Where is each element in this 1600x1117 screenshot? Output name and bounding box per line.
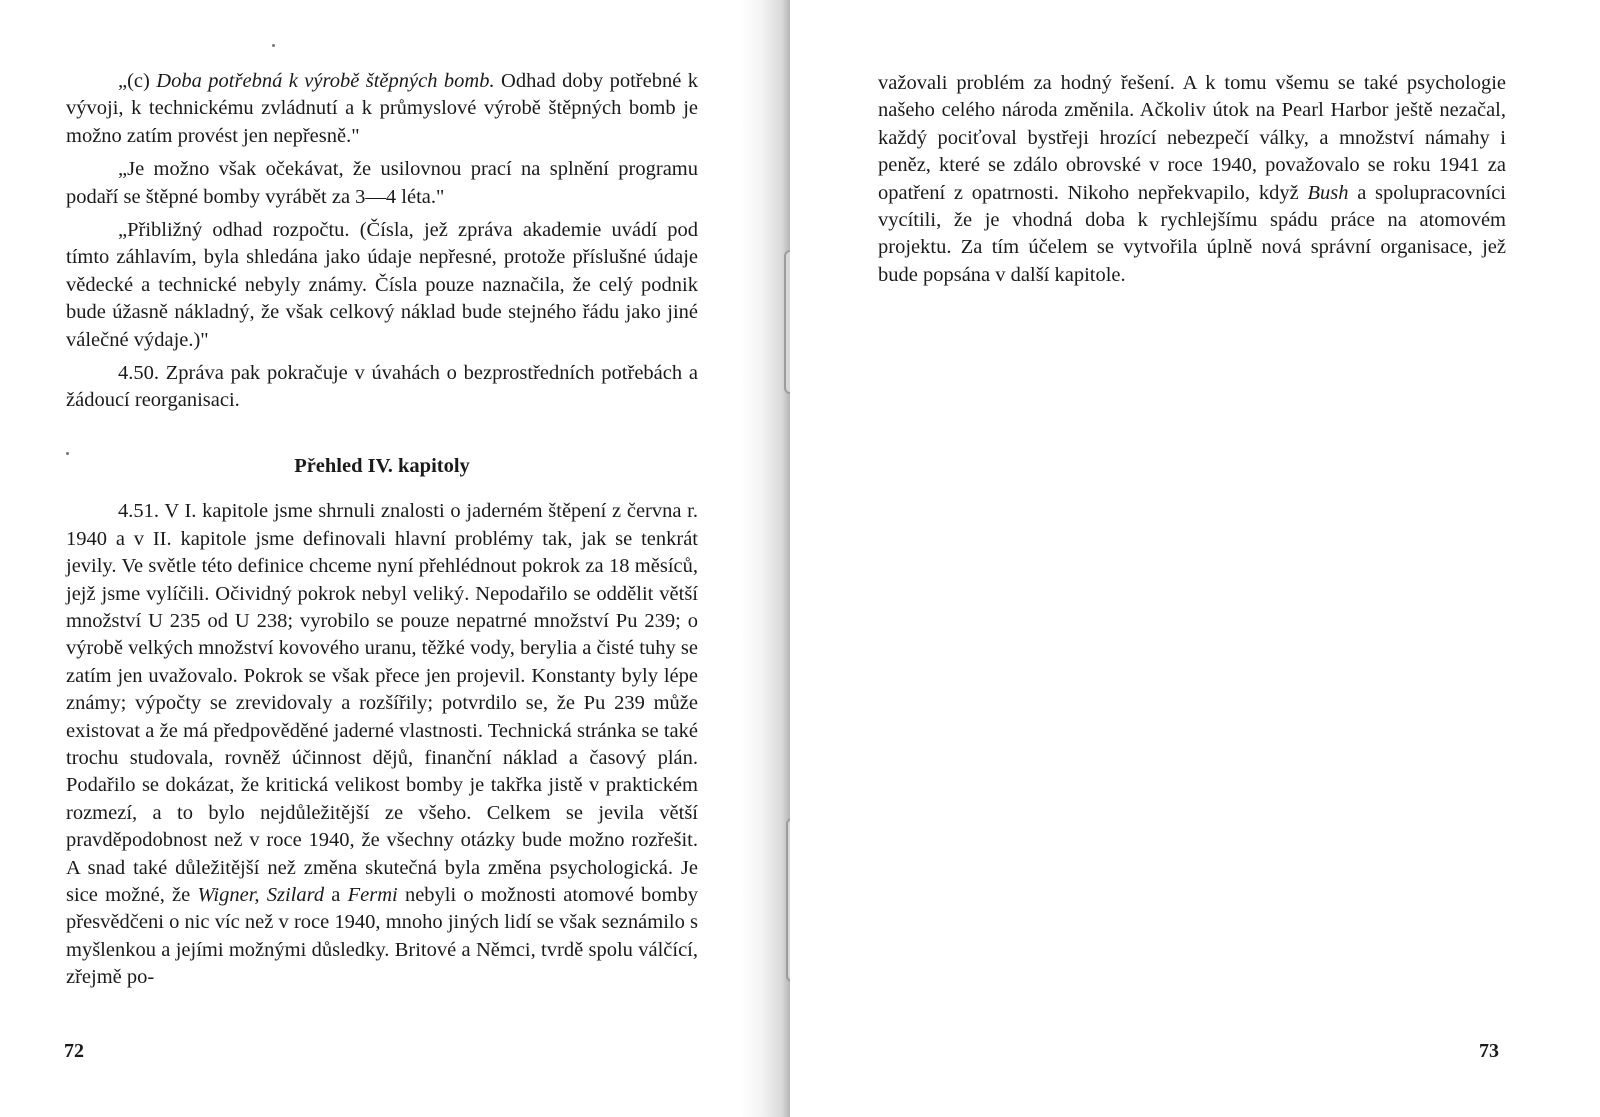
scan-speck: [66, 452, 69, 455]
names-wigner-szilard: Wigner, Szilard: [197, 883, 325, 906]
paragraph-c-italic: Doba potřebná k výrobě štěpných bomb.: [156, 70, 495, 92]
page-number-left: 72: [64, 1040, 84, 1062]
right-text-column: [878, 70, 1506, 295]
left-text-column: [66, 68, 698, 998]
continuation-part2: a spolupracovníci vycítili, že je vhodná doba k rychlejšímu spádu práce na atomovém projektu. Za tím účelem se vytvořila úplně nová správní organisace, jež bude popsána v další kapitole.: [878, 181, 1506, 286]
paragraph-4-51: [66, 498, 698, 991]
left-page: [0, 0, 790, 1117]
conjunction: a: [324, 883, 348, 906]
paragraph-4-51-part2: nebyli o možnosti atomové bomby přesvědčeni o nic víc než v roce 1940, mnoho jiných lidí se však seznámilo s myšlenkou a jejími možnými důsledky. Britové a Němci, tvrdě spolu válčící, zřejmě po-: [66, 883, 698, 989]
continuation-part1: važovali problém za hodný řešení. A k tomu všemu se také psychologie našeho celého národa změnila. Ačkoliv útok na Pearl Harbor ještě nezačal, každý pociťoval bystřeji hrozící nebezpečí války, a množství námahy i peněz, které se zdálo obrovské v roce 1940, považovalo se roku 1941 za opatření z opatrnosti. Nikoho nepřekvapilo, když: [878, 72, 1506, 204]
paragraph-4-50: 4.50. Zpráva pak pokračuje v úvahách o bezprostředních potřebách a žádoucí reorganisaci.: [66, 362, 698, 412]
name-fermi: Fermi: [347, 883, 398, 906]
paragraph-continuation: [878, 70, 1506, 289]
page-number-right: 73: [1479, 1040, 1499, 1062]
right-page: [790, 0, 1600, 1117]
scan-speck: [272, 44, 275, 47]
paragraph-c-body: Odhad doby potřebné k vývoji, k technickému zvládnutí a k průmyslové výrobě štěpných bomb je možno zatím provést jen nepřesně.": [66, 70, 699, 147]
paragraph-budget: „Přibližný odhad rozpočtu. (Čísla, jež zpráva akademie uvádí pod tímto záhlavím, byla shledána jako údaje nepřesné, protože příslušné údaje vědecké a technické nebyly známy. Čísla pouze naznačila, že celý podnik bude úžasně nákladný, že však celkový náklad bude stejného řádu jako jiné válečné výdaje.)": [66, 219, 698, 351]
paragraph-4-51-part1: 4.51. V I. kapitole jsme shrnuli znalosti o jaderném štěpení z června r. 1940 a v II. kapitole jsme definovali hlavní problémy tak, jak se tenkrát jevily. Ve světle této definice chceme nyní přehlédnout pokrok za 18 měsíců, jejž jsme vylíčili. Očividný pokrok nebyl veliký. Nepodařilo se oddělit větší množství U 235 od U 238; vyrobilo se pouze nepatrné množství Pu 239; o výrobě velkých množství kovového uranu, těžké vody, berylia a čisté tuhy se zatím jen uvažovalo. Pokrok se však přece jen projevil. Konstanty byly lépe známy; výpočty se zrevidovaly a rozšířily; potvrdilo se, že Pu 239 může existovat a že má předpověděné jaderné vlastnosti. Technická stránka se také trochu studovala, rovněž účinnost dějů, finanční náklad a časový plán. Podařilo se dokázat, že kritická velikost bomby je takřka jistě v praktickém rozmezí, a to bylo nejdůležitější ze všeho. Celkem se jevila větší pravděpodobnost než v roce 1940, že všechny otázky bude možno rozřešit. A snad také důležitější než změna skutečná byla změna psychologická. Je sice možné, že: [66, 500, 698, 906]
paragraph-c: [66, 68, 698, 150]
paragraph-c-prefix: „(c): [118, 70, 157, 92]
paragraph-expectation: „Je možno však očekávat, že usilovnou prací na splnění programu podaří se štěpné bomby vyrábět za 3—4 léta.": [66, 158, 698, 208]
name-bush: Bush: [1307, 181, 1349, 204]
section-heading: Přehled IV. kapitoly: [294, 454, 470, 477]
